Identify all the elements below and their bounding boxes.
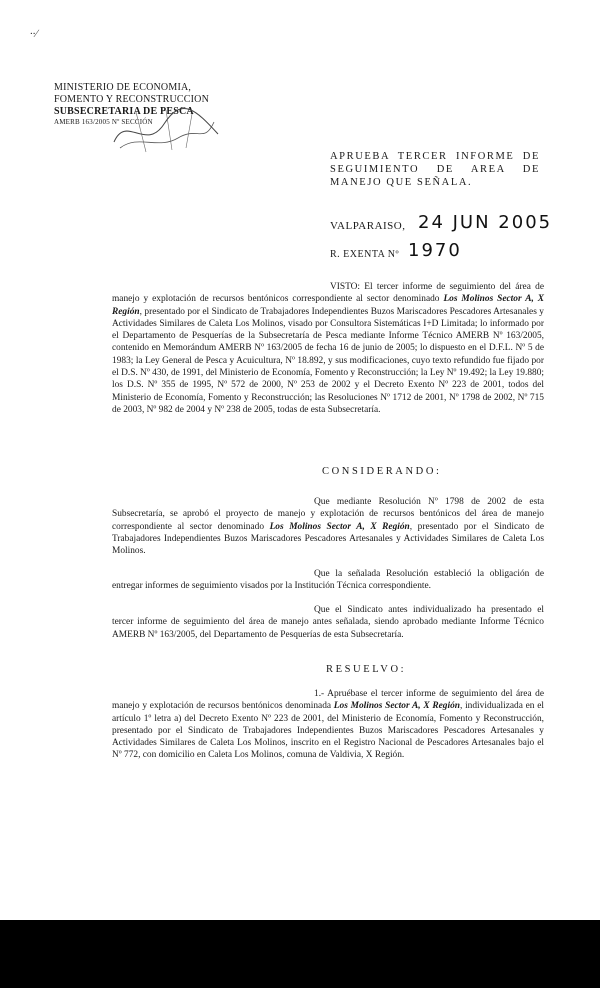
considerando-paragraph-2: Que la señalada Resolución estableció la obligación de entregar informes de seguimiento visados por la Institución Técnica correspondiente. bbox=[112, 569, 544, 592]
reference-title: APRUEBA TERCER INFORME DE SEGUIMIENTO DE AREA DE MANEJO QUE SEÑALA. bbox=[330, 151, 540, 188]
resolution-label: R. EXENTA Nº bbox=[330, 249, 400, 260]
date-label: VALPARAISO, bbox=[330, 220, 406, 232]
letterhead-subsecretaria: SUBSECRETARIA DE PESCA bbox=[54, 106, 194, 117]
resuelvo-heading: RESUELVO: bbox=[326, 664, 407, 675]
letterhead-ministry: MINISTERIO DE ECONOMIA, bbox=[54, 82, 192, 93]
visto-lead: VISTO: bbox=[330, 282, 361, 292]
visto-paragraph: VISTO: El tercer informe de seguimiento del área de manejo y explotación de recursos bentónicos correspondiente al sector denominado Los Molinos Sector A, X Región, presentado por el Sindicato de Trabajadores Independientes Buzos Mariscadores Pescadores Artesanales y Actividades Similares de Caleta Los Molinos, visado por Consultora Sistemáticas I+D Limitada; lo informado por el Departamento de Pesquerías de la Subsecretaría de Pesca mediante Informe Técnico AMERB Nº 163/2005, contenido en Memorándum AMERB Nº 163/2005 de fecha 16 de junio de 2005; lo dispuesto en el D.F.L. Nº 5 de 1983; la Ley General de Pesca y Acuicultura, Nº 18.892, y sus modificaciones, cuyo texto refundido fue fijado por el D.S. Nº 430, de 1991, del Ministerio de Economía, Fomento y Reconstrucción; la Ley Nº 19.492; la Ley 19.880; los D.S. Nº 355 de 1995, Nº 572 de 2000, Nº 253 de 2002 y el Decreto Exento Nº 223 de 2001, todos del Ministerio de Economía, Fomento y Reconstrucción; las Resoluciones Nº 1712 de 2001, Nº 1798 de 2002, Nº 715 de 2003, Nº 982 de 2004 y Nº 238 de 2005, todas de esta Subsecretaría. bbox=[112, 282, 544, 415]
date-row bbox=[330, 212, 560, 236]
considerando-paragraph-3: Que el Sindicato antes individualizado ha presentado el tercer informe de seguimiento del área de manejo antes señalada, siendo aprobado mediante Informe Técnico AMERB Nº 163/2005, del Departamento de Pesquerías de esta Subsecretaría. bbox=[112, 605, 544, 640]
sector-name: Los Molinos Sector A, X Región bbox=[112, 294, 544, 317]
corner-mark: ∙∙∕ bbox=[30, 28, 38, 40]
sector-name: Los Molinos Sector A, X Región bbox=[269, 521, 410, 532]
considerando-heading: CONSIDERANDO: bbox=[322, 466, 442, 477]
letterhead-fomento: FOMENTO Y RECONSTRUCCION bbox=[54, 94, 210, 105]
resuelvo-article-1: 1.- Apruébase el tercer informe de seguimiento del área de manejo y explotación de recursos bentónicos denominada Los Molinos Sector A, X Región, individualizada en el artículo 1º letra a) del Decreto Exento Nº 223 de 2001, del Ministerio de Economía, Fomento y Reconstrucción, presentado por el Sindicato de Trabajadores Independientes Buzos Mariscadores Pescadores Artesanales y Actividades Similares de Caleta Los Molinos, inscrito en el Registro Nacional de Pescadores Artesanales bajo el Nº 772, con domicilio en Caleta Los Molinos, comuna de Valdivia, X Región. bbox=[112, 689, 544, 761]
stamp-scribble-icon bbox=[106, 104, 224, 156]
considerando-paragraph-1: Que mediante Resolución Nº 1798 de 2002 de esta Subsecretaría, se aprobó el proyecto de manejo y explotación de recursos bentónicos del área de manejo correspondiente al sector denominado Los Molinos Sector A, X Región, presentado por el Sindicato de Trabajadores Independientes Buzos Mariscadores Pescadores Artesanales y Actividades Similares de Caleta Los Molinos. bbox=[112, 497, 544, 557]
scan-bottom-band bbox=[0, 920, 600, 988]
letterhead-reference: AMERB 163/2005 Nº SECCIÓN bbox=[54, 118, 153, 126]
date-stamp: 24 JUN 2005 bbox=[418, 212, 553, 233]
resolution-row bbox=[330, 240, 560, 264]
sector-name: Los Molinos Sector A, X Región bbox=[333, 701, 460, 712]
resolution-number: 1970 bbox=[408, 240, 462, 261]
